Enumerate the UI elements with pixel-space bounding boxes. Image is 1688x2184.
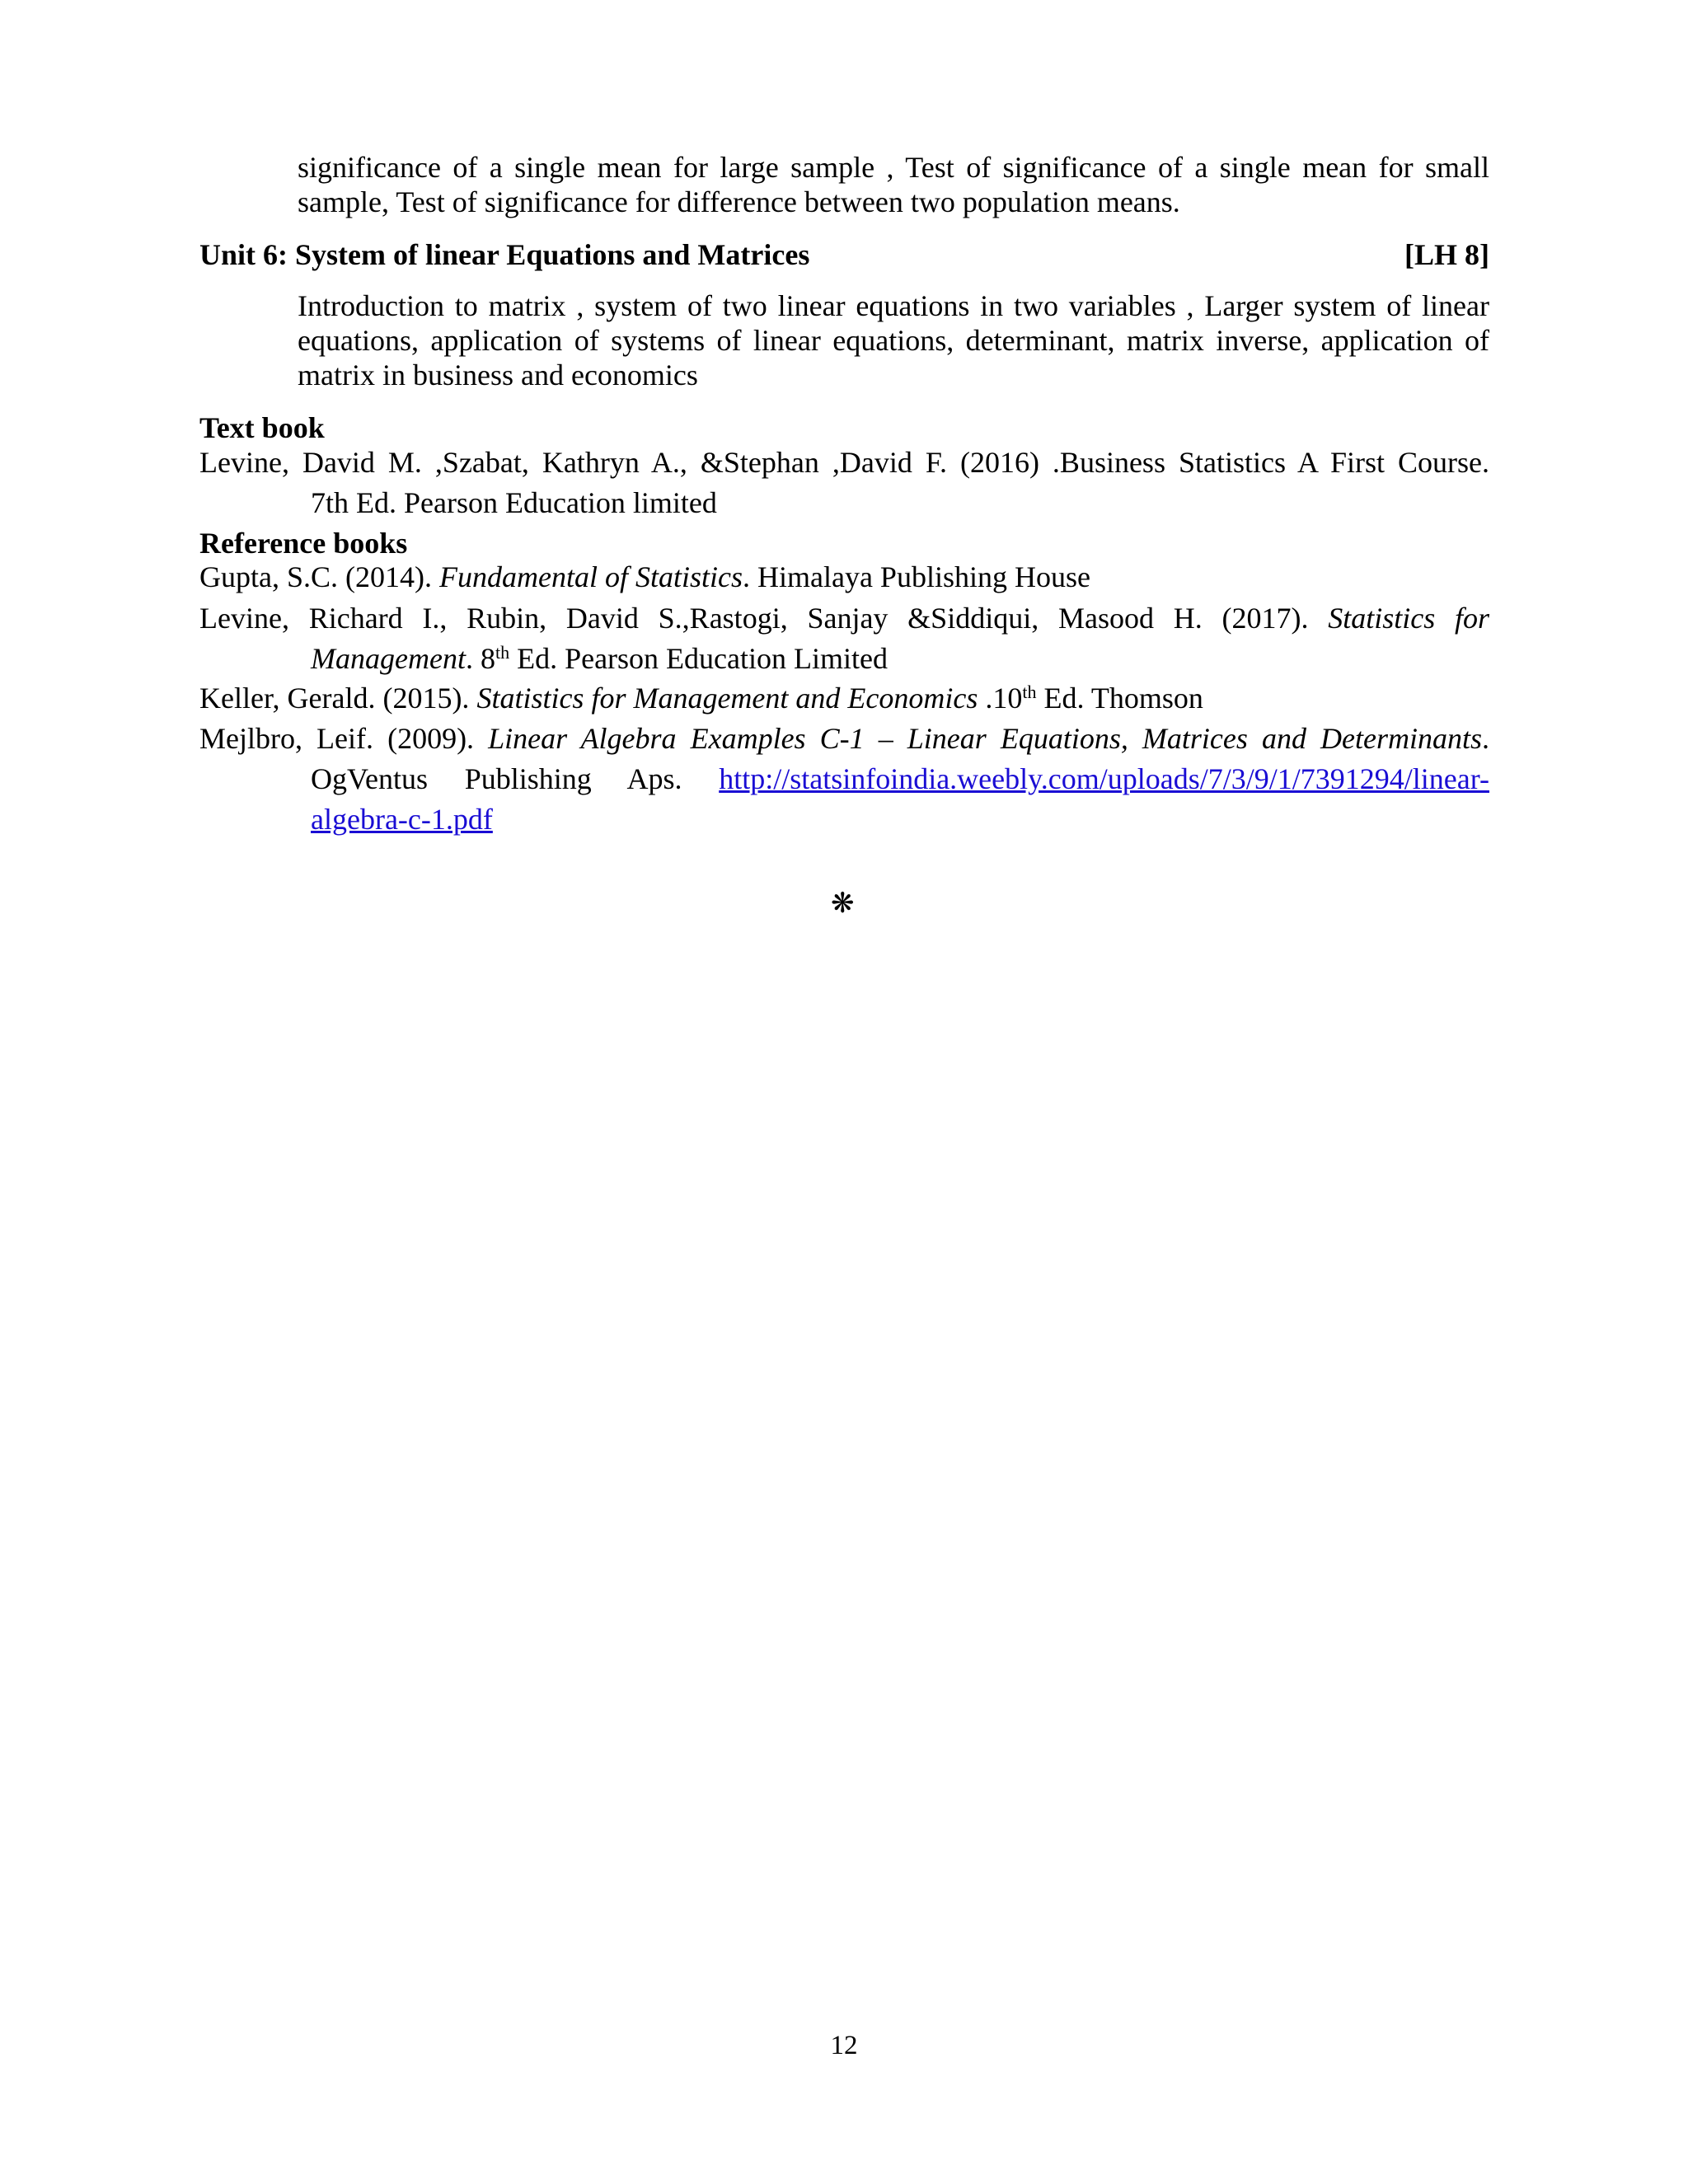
textbook-heading: Text book (199, 411, 325, 444)
levine-text: Levine, Richard I., Rubin, David S.,Rastogi, Sanjay &Siddiqui, Masood H. (2017). Statistics for Management. 8th Ed. Pearson Education Limited (199, 602, 1489, 675)
reference-mejlbro (199, 719, 1489, 840)
mejlbro-text: Mejlbro, Leif. (2009). Linear Algebra Examples C-1 – Linear Equations, Matrices and Determinants. OgVentus Publishing Aps. http://statsinfoindia.weebly.com/uploads/7/3/9/1/7391294/linear- algebra-c-1.pdf (199, 722, 1489, 836)
unit-6-title: Unit 6: System of linear Equations and Matrices (199, 238, 810, 271)
textbook-entry-line2: 7th Ed. Pearson Education limited (311, 486, 717, 519)
intro-paragraph: significance of a single mean for large sample , Test of significance of a single mean for small sample, Test of significance for difference between two population means. (298, 151, 1489, 218)
page-number: 12 (830, 2031, 858, 2060)
unit-6-heading (199, 234, 1489, 275)
gupta-text: Gupta, S.C. (2014). Fundamental of Statistics. Himalaya Publishing House (199, 560, 1090, 593)
reference-levine (199, 598, 1489, 679)
keller-text: Keller, Gerald. (2015). Statistics for Management and Economics .10th Ed. Thomson (199, 682, 1203, 715)
unit-6-content: Introduction to matrix , system of two linear equations in two variables , Larger system of linear equations, application of systems of linear equations, determinant, matrix inverse, application of matrix in business and economics (298, 289, 1489, 391)
reference-keller (199, 678, 1489, 719)
reference-gupta (199, 557, 1489, 598)
pdf-link[interactable]: http://statsinfoindia.weebly.com/uploads/7/3/9/1/7391294/linear- algebra-c-1.pdf (311, 762, 1489, 836)
reference-heading: Reference books (199, 527, 408, 560)
textbook-entry-line1: Levine, David M. ,Szabat, Kathryn A., &Stephan ,David F. (2016) .Business Statistics A First Course. (199, 446, 1489, 479)
end-ornament: ❋ (831, 887, 855, 920)
unit-6-hours: [LH 8] (1404, 238, 1489, 271)
textbook-entry (199, 443, 1489, 523)
